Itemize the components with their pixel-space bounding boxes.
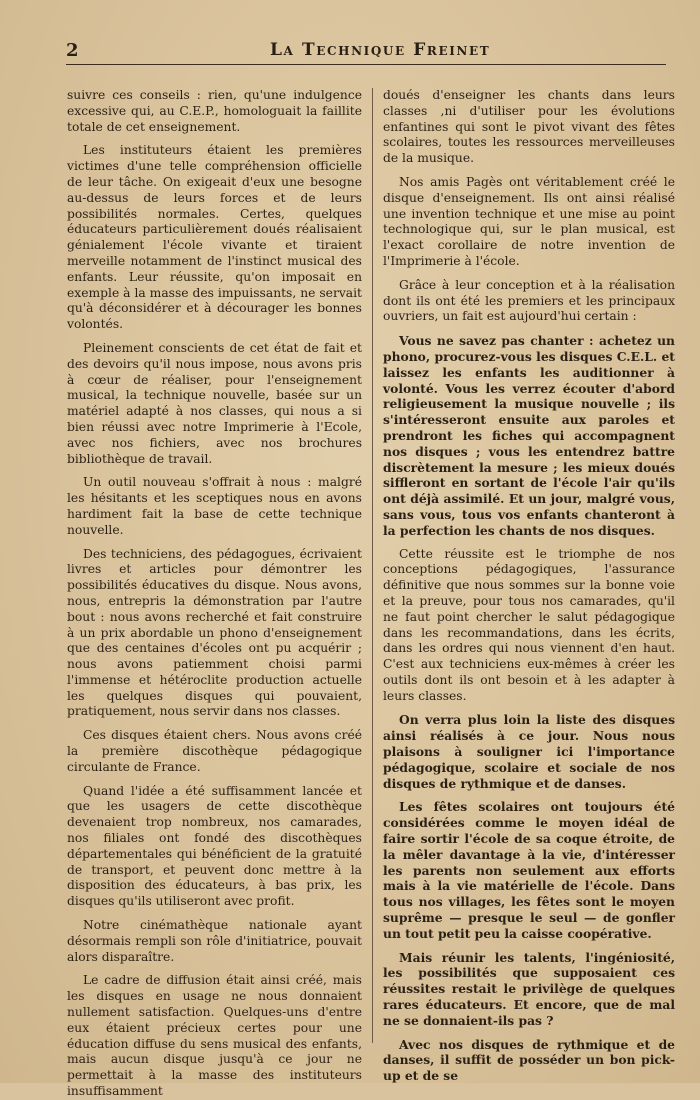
paragraph: suivre ces conseils : rien, qu'une indulgence excessive qui, au C.E.P., homologuait la faillite totale de cet enseignement. (67, 88, 362, 134)
column-divider (372, 88, 373, 1043)
paragraph: Nos amis Pagès ont véritablement créé le disque d'enseignement. Ils ont ainsi réalisé une invention technique et une mise au point technologique qui, sur le plan musical, est l'exact corollaire de notre invention de l'Imprimerie à l'école. (383, 174, 675, 268)
page-number: 2 (66, 40, 79, 61)
paragraph: Un outil nouveau s'offrait à nous : malgré les hésitants et les sceptiques nous en avons hardiment fait la base de cette technique nouvelle. (67, 475, 362, 537)
left-column (67, 88, 362, 1099)
paragraph: Notre cinémathèque nationale ayant désormais rempli son rôle d'initiatrice, pouvait alors disparaître. (67, 918, 362, 964)
page-header (66, 38, 666, 65)
paragraph: Pleinement conscients de cet état de fait et des devoirs qu'il nous impose, nous avons pris à cœur de réaliser, pour l'enseignement musical, la technique nouvelle, basée sur un matériel adapté à nos classes, qui nous a si bien réussi avec notre Imprimerie à l'Ecole, avec nos fichiers, avec nos brochures bibliothèque de travail. (67, 340, 362, 466)
paragraph: On verra plus loin la liste des disques ainsi réalisés à ce jour. Nous nous plaisons à souligner ici l'importance pédagogique, scolaire et sociale de nos disques de rythmique et de danses. (383, 712, 675, 791)
paragraph: Grâce à leur conception et à la réalisation dont ils ont été les premiers et les principaux ouvriers, un fait est aujourd'hui certain : (383, 277, 675, 324)
paragraph: Vous ne savez pas chanter : achetez un phono, procurez-vous les disques C.E.L. et laissez les enfants les auditionner à volonté. Vous les verrez écouter d'abord religieusement la musique nouvelle ; ils s'intéresseront ensuite aux paroles et prendront les fiches qui accompagnent nos disques ; vous les entendrez battre discrètement la mesure ; les mieux doués siffleront en sortant de l'école l'air qu'ils ont déjà assimilé. Et un jour, malgré vous, sans vous, tous vos enfants chanteront à la perfection les chants de nos disques. (383, 333, 675, 538)
paragraph: Les fêtes scolaires ont toujours été considérées comme le moyen idéal de faire sortir l'école de sa coque étroite, de la mêler davantage à la vie, d'intéresser les parents non seulement aux efforts mais à la vie matérielle de l'école. Dans tous nos villages, les fêtes sont le moyen suprême — presque le seul — de gonfler un tout petit peu la caisse coopérative. (383, 799, 675, 941)
paragraph: doués d'enseigner les chants dans leurs classes ,ni d'utiliser pour les évolutions enfantines qui sont le pivot vivant des fêtes scolaires, toutes les ressources merveilleuses de la musique. (383, 88, 675, 166)
paragraph: Avec nos disques de rythmique et de danses, il suffit de posséder un bon pick-up et de se (383, 1036, 675, 1084)
paragraph: Le cadre de diffusion était ainsi créé, mais les disques en usage ne nous donnaient nullement satisfaction. Quelques-uns d'entre eux étaient précieux certes pour une éducation diffuse du sens musical des enfants, mais aucun disque jusqu'à ce jour ne permettait à la masse des instituteurs insuffisamment (67, 973, 362, 1099)
paragraph: Ces disques étaient chers. Nous avons créé la première discothèque pédagogique circulante de France. (67, 728, 362, 774)
right-column (383, 88, 675, 1084)
paragraph: Quand l'idée a été suffisamment lancée et que les usagers de cette discothèque devenaient trop nombreux, nos camarades, nos filiales ont fondé des discothèques départementales qui bénéficient de la gratuité de transport, et peuvent donc mettre à la disposition des éducateurs, à bas prix, les disques qu'ils utiliseront avec profit. (67, 783, 362, 909)
running-title: La Technique Freinet (270, 40, 491, 60)
paragraph: Des techniciens, des pédagogues, écrivaient livres et articles pour démontrer les possibilités éducatives du disque. Nous avons, nous, entrepris la démonstration par l'autre bout : nous avons recherché et fait construire à un prix abordable un phono d'enseignement que des centaines d'écoles ont pu acquérir ; nous avons patiemment choisi parmi l'immense et hétéroclite production actuelle les quelques disques qui pouvaient, pratiquement, nous servir dans nos classes. (67, 546, 362, 719)
paragraph: Les instituteurs étaient les premières victimes d'une telle compréhension officielle de leur tâche. On exigeait d'eux une besogne au-dessus de leurs forces et de leurs possibilités normales. Certes, quelques éducateurs particulièrement doués réalisaient génialement l'école vivante et tiraient merveille notamment de l'instinct musical des enfants. Leur réussite, qu'on imposait en exemple à la masse des impuissants, ne servait qu'à déconsidérer et à décourager les bonnes volontés. (67, 143, 362, 332)
paragraph: Mais réunir les talents, l'ingéniosité, les possibilités que supposaient ces réussites restait le privilège de quelques rares éducateurs. Et encore, que de mal ne se donnaient-ils pas ? (383, 949, 675, 1028)
paragraph: Cette réussite est le triomphe de nos conceptions pédagogiques, l'assurance définitive que nous sommes sur la bonne voie et la preuve, pour tous nos camarades, qu'il ne faut point chercher le salut pédagogique dans les recommandations, dans les écrits, dans les ordres qui nous viennent d'en haut. C'est aux techniciens eux-mêmes à créer les outils dont ils ont besoin et à les adapter à leurs classes. (383, 546, 675, 703)
